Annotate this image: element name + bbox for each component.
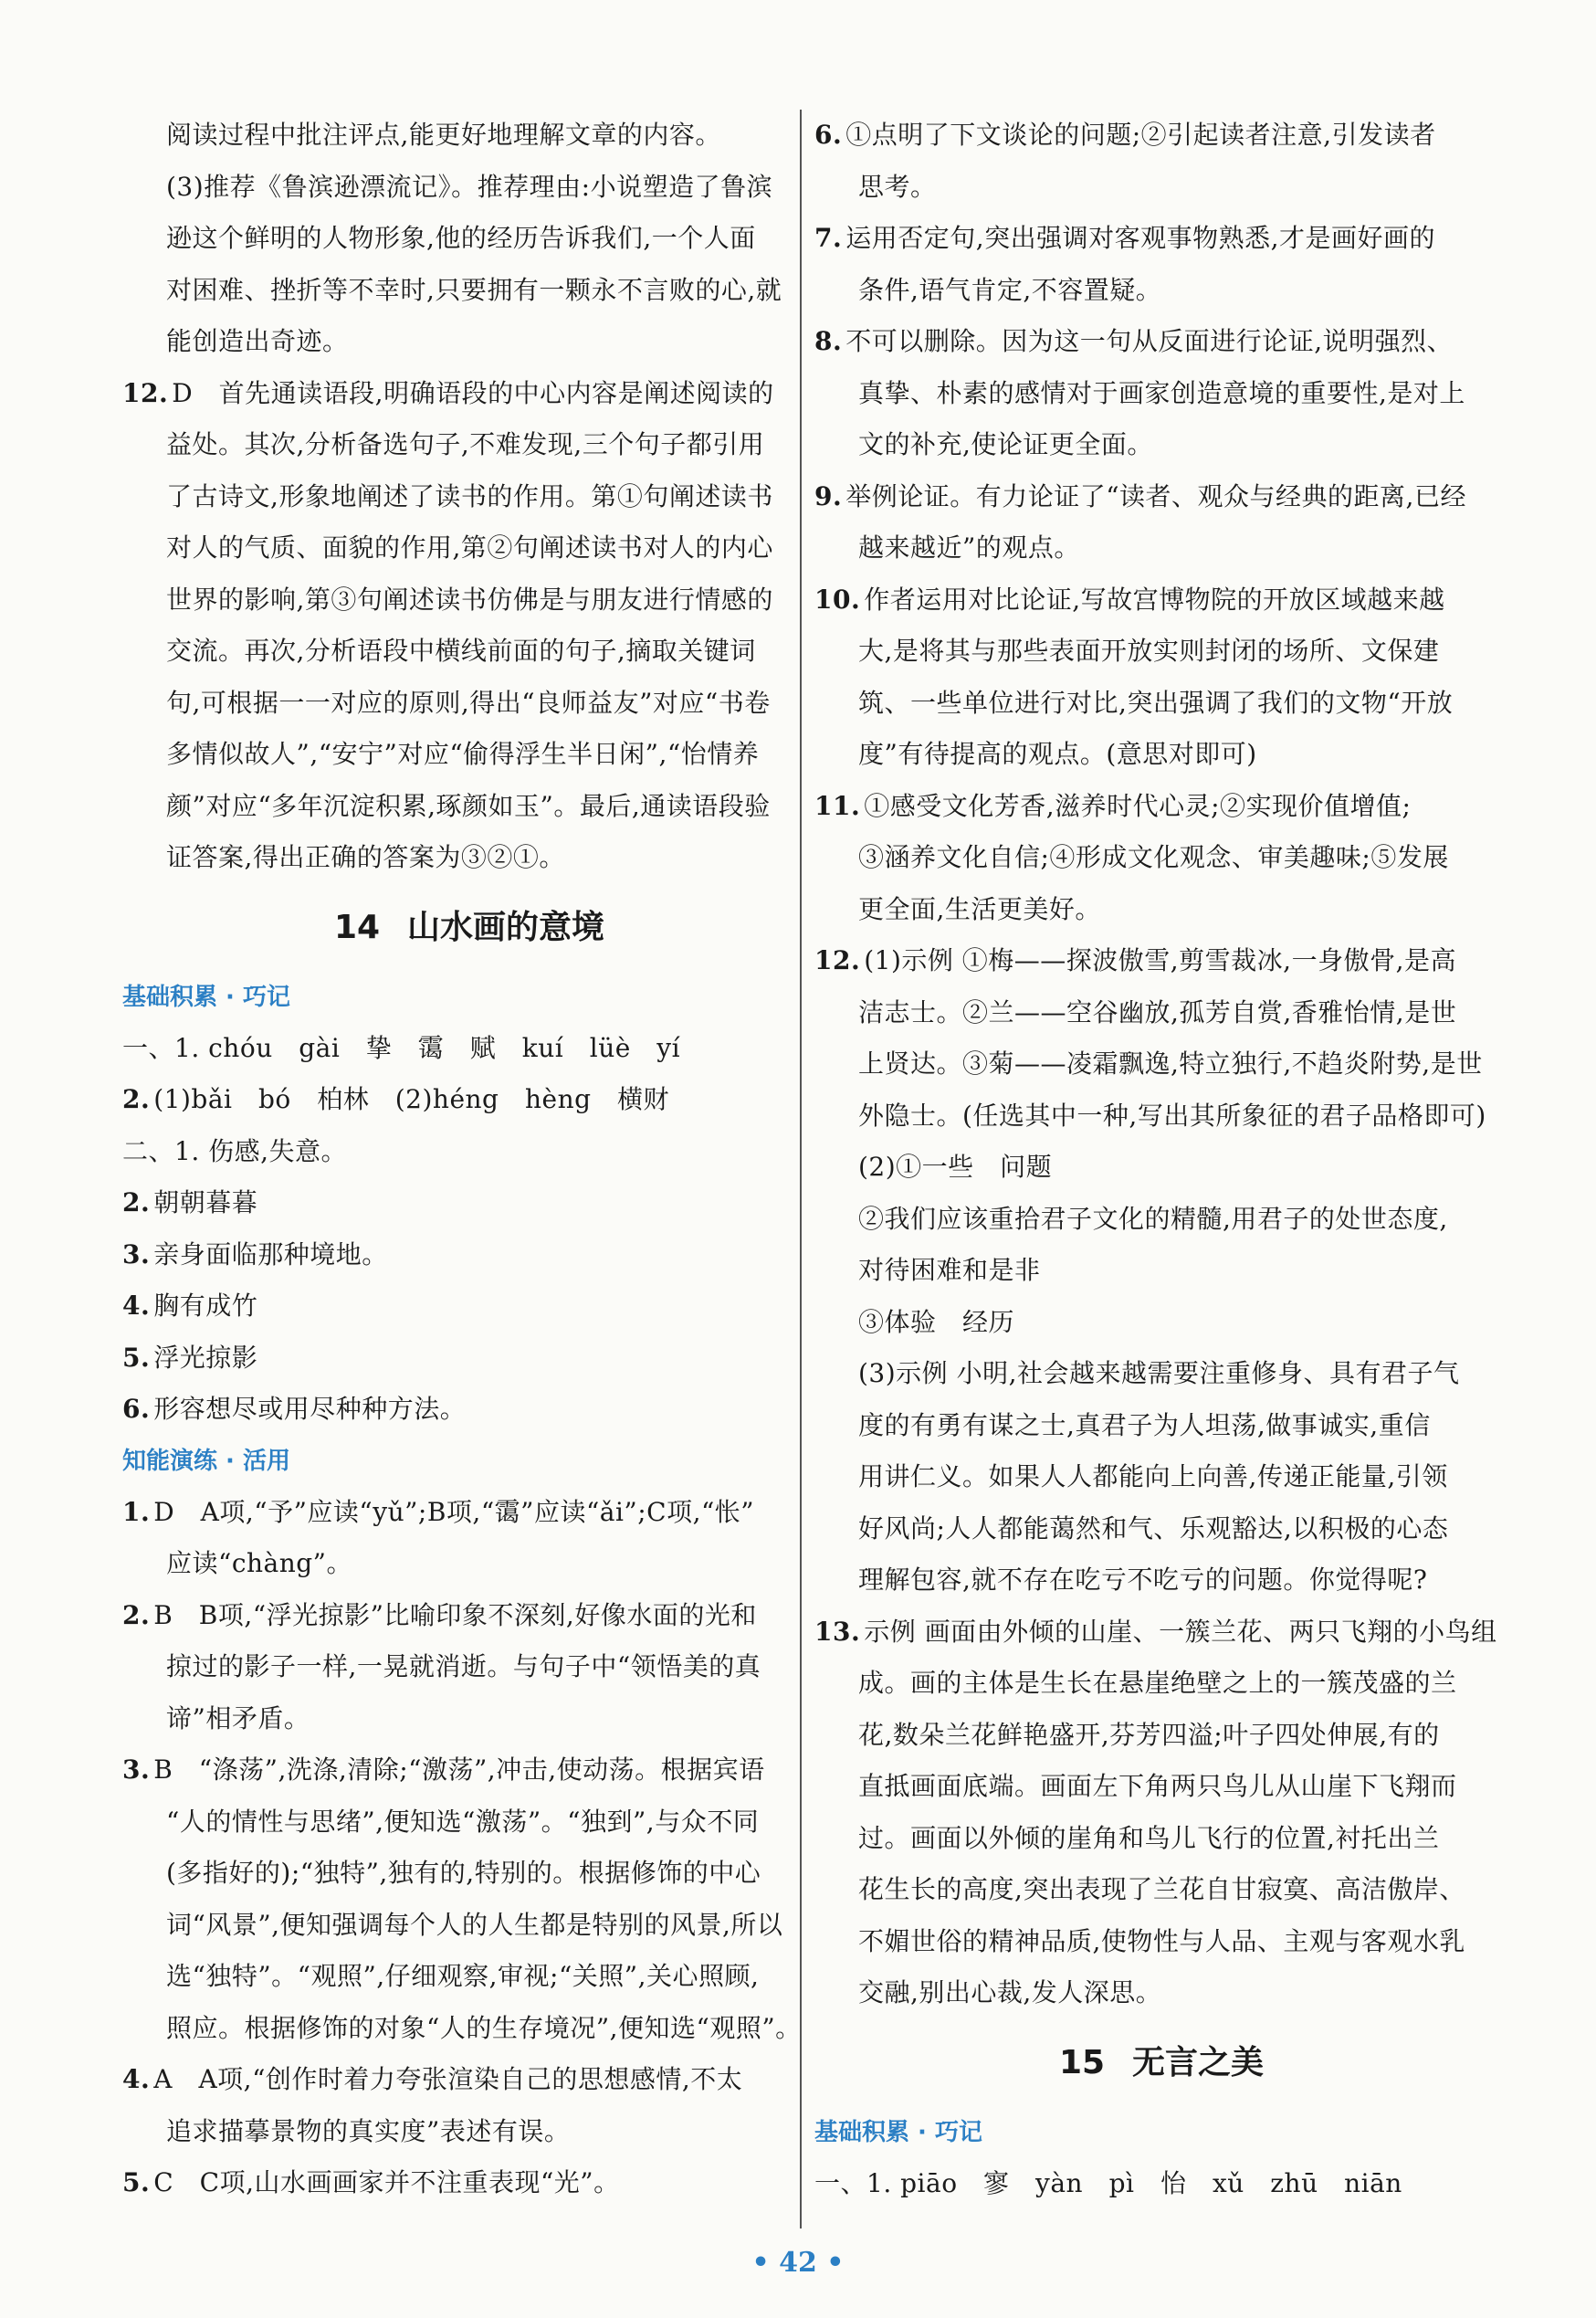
text-line: [814, 2158, 1508, 2210]
line-text: D A项,“予”应读“yǔ”;B项,“霭”应读“ǎi”;C项,“怅”: [153, 1496, 755, 1527]
line-text: 外隐士。(任选其中一种,写出其所象征的君子品格即可): [858, 1100, 1486, 1131]
text-line: [814, 1142, 1508, 1194]
line-text: 胸有成竹: [153, 1291, 258, 1321]
line-text: (3)示例 小明,社会越来越需要注重修身、具有君子气: [858, 1358, 1460, 1388]
item-number: 13.: [814, 1616, 861, 1647]
line-text: 二、1. 伤感,失意。: [122, 1135, 348, 1166]
line-text: 掠过的影子一样,一晃就消逝。与句子中“领悟美的真: [166, 1651, 761, 1681]
line-text: 用讲仁义。如果人人都能向上向善,传递正能量,引领: [858, 1461, 1448, 1491]
text-line: [122, 2157, 816, 2209]
text-line: [122, 1333, 816, 1385]
text-line: [814, 1038, 1508, 1091]
line-text: 筑、一些单位进行对比,突出强调了我们的文物“开放: [858, 687, 1454, 718]
text-line: [122, 1693, 816, 1745]
text-line: [122, 1744, 816, 1796]
text-line: [814, 1451, 1508, 1503]
subsection-label: 知能演练 · 活用: [122, 1447, 290, 1475]
text-line: [814, 110, 1508, 162]
line-text: 条件,语气肯定,不容置疑。: [858, 274, 1162, 305]
item-number: 12.: [122, 377, 169, 408]
line-text: 益处。其次,分析备选句子,不难发现,三个句子都引用: [166, 429, 765, 459]
text-line: [122, 1641, 816, 1693]
line-text: 照应。根据修饰的对象“人的生存境况”,便知选“观照”。: [166, 2012, 802, 2043]
line-text: 对人的气质、面貌的作用,第②句阐述读书对人的内心: [166, 532, 773, 563]
line-text: B B项,“浮光掠影”比喻印象不深刻,好像水面的光和: [153, 1599, 757, 1630]
line-text: 了古诗文,形象地阐述了读书的作用。第①句阐述读书: [166, 480, 773, 511]
line-text: B “涤荡”,洗涤,清除;“激荡”,冲击,使动荡。根据宾语: [153, 1754, 765, 1785]
line-text: 句,可根据一一对应的原则,得出“良师益友”对应“书卷: [166, 687, 771, 718]
text-line: [122, 1023, 816, 1075]
item-number: 2.: [122, 1187, 151, 1217]
text-line: [814, 1761, 1508, 1813]
line-text: 举例论证。有力论证了“读者、观众与经典的距离,已经: [845, 480, 1466, 511]
text-line: [122, 2003, 816, 2055]
line-text: (1)bǎi bó 柏林 (2)héng hèng 横财: [153, 1084, 670, 1114]
text-line: [814, 884, 1508, 936]
text-line: [122, 1229, 816, 1281]
text-line: [814, 729, 1508, 781]
item-number: 3.: [122, 1238, 151, 1270]
text-line: [122, 1951, 816, 2003]
text-line: [122, 368, 816, 420]
text-line: [814, 574, 1508, 627]
line-text: 文的补充,使论证更全面。: [858, 429, 1153, 459]
text-line: [814, 162, 1508, 214]
line-text: 世界的影响,第③句阐述读书仿佛是与朋友进行情感的: [166, 584, 773, 615]
text-line: [122, 832, 816, 884]
line-text: 交融,别出心裁,发人深思。: [858, 1977, 1162, 2007]
heading-title: 山水画的意境: [407, 908, 605, 946]
line-text: 浮光掠影: [153, 1342, 258, 1373]
text-line: [122, 1126, 816, 1178]
line-text: 过。画面以外倾的崖角和鸟儿飞行的位置,衬托出兰: [858, 1822, 1440, 1853]
line-text: 一、1. chóu gài 挚 霭 赋 kuí lüè yí: [122, 1032, 681, 1063]
text-line: [122, 522, 816, 574]
heading-number: 15: [1058, 2043, 1106, 2081]
text-line: [814, 781, 1508, 833]
section-heading: [814, 2019, 1508, 2107]
subsection-label: 基础积累 · 巧记: [122, 983, 290, 1011]
text-line: [122, 729, 816, 781]
line-text: 能创造出奇迹。: [166, 326, 349, 356]
heading-title: 无言之美: [1132, 2043, 1265, 2081]
item-number: 2.: [122, 1084, 151, 1114]
line-text: ③体验 经历: [858, 1306, 1015, 1337]
item-number: 9.: [814, 480, 843, 511]
heading-number: 14: [333, 908, 381, 946]
text-line: [122, 1848, 816, 1900]
text-line: [122, 574, 816, 627]
line-text: 逊这个鲜明的人物形象,他的经历告诉我们,一个人面: [166, 223, 756, 253]
line-text: (3)推荐《鲁滨逊漂流记》。推荐理由:小说塑造了鲁滨: [166, 171, 773, 202]
text-line: [814, 626, 1508, 678]
line-text: ②我们应该重拾君子文化的精髓,用君子的处世态度,: [858, 1203, 1448, 1234]
line-text: 形容想尽或用尽种种方法。: [153, 1394, 467, 1424]
text-line: [814, 1503, 1508, 1555]
text-line: [122, 2054, 816, 2106]
text-line: [122, 1280, 816, 1333]
text-line: [122, 265, 816, 317]
line-text: 洁志士。②兰——空谷幽放,孤芳自赏,香雅怡情,是世: [858, 996, 1457, 1027]
text-line: [122, 2106, 816, 2158]
item-number: 5.: [122, 2167, 151, 2197]
line-text: 示例 画面由外倾的山崖、一簇兰花、两只飞翔的小鸟组: [864, 1616, 1497, 1647]
text-line: [814, 1710, 1508, 1762]
text-line: [814, 1245, 1508, 1297]
line-text: 对待困难和是非: [858, 1255, 1041, 1285]
line-text: 更全面,生活更美好。: [858, 893, 1101, 924]
text-line: [122, 1177, 816, 1229]
text-line: [814, 1554, 1508, 1607]
item-number: 5.: [122, 1342, 151, 1373]
line-text: ①点明了下文谈论的问题;②引起读者注意,引发读者: [845, 120, 1436, 150]
text-line: [122, 1590, 816, 1642]
line-text: C C项,山水画画家并不注重表现“光”。: [153, 2167, 620, 2197]
page-number: • 42 •: [751, 2247, 845, 2279]
right-column: [814, 110, 1508, 2209]
line-text: 度”有待提高的观点。(意思对即可): [858, 739, 1257, 769]
text-line: [814, 1967, 1508, 2019]
item-number: 3.: [122, 1754, 151, 1785]
line-text: A A项,“创作时着力夸张渲染自己的思想感情,不太: [153, 2064, 743, 2094]
line-text: 阅读过程中批注评点,能更好地理解文章的内容。: [166, 120, 721, 150]
line-text: ①感受文化芳香,滋养时代心灵;②实现价值增值;: [864, 790, 1412, 821]
line-text: 好风尚;人人都能蔼然和气、乐观豁达,以积极的心态: [858, 1512, 1449, 1544]
left-column: [122, 110, 816, 2209]
text-line: [122, 1538, 816, 1590]
line-text: 越来越近”的观点。: [858, 532, 1080, 563]
text-line: [814, 522, 1508, 574]
line-text: “人的情性与思绪”,便知选“激荡”。“独到”,与众不同: [166, 1806, 760, 1837]
text-line: [814, 419, 1508, 471]
text-line: [814, 1658, 1508, 1710]
line-text: 花生长的高度,突出表现了兰花自甘寂寞、高洁傲岸、: [858, 1874, 1465, 1904]
line-text: 作者运用对比论证,写故宫博物院的开放区域越来越: [864, 584, 1445, 615]
text-line: [122, 1487, 816, 1539]
line-text: D 首先通读语段,明确语段的中心内容是阐述阅读的: [172, 377, 774, 408]
line-text: 一、1. piāo 寥 yàn pì 怡 xǔ zhū niān: [814, 2167, 1402, 2198]
text-line: [814, 678, 1508, 730]
section-heading: [122, 884, 816, 972]
line-text: 亲身面临那种境地。: [153, 1238, 388, 1270]
text-line: [122, 1384, 816, 1436]
text-line: [814, 987, 1508, 1039]
line-text: 不可以删除。因为这一句从反面进行论证,说明强烈、: [845, 326, 1454, 356]
line-text: 成。画的主体是生长在悬崖绝壁之上的一簇茂盛的兰: [858, 1668, 1457, 1698]
text-line: [122, 471, 816, 523]
text-line: [814, 1194, 1508, 1246]
text-line: [814, 832, 1508, 884]
text-line: [122, 1074, 816, 1126]
line-text: 多情似故人”,“安宁”对应“偷得浮生半日闲”,“怡情养: [166, 739, 760, 769]
line-text: (2)①一些 问题: [858, 1152, 1053, 1182]
text-line: [814, 1400, 1508, 1452]
line-text: 应读“chàng”。: [166, 1548, 352, 1578]
line-text: 运用否定句,突出强调对客观事物熟悉,才是画好画的: [845, 223, 1436, 253]
text-line: [814, 1864, 1508, 1916]
text-line: [122, 419, 816, 471]
line-text: (1)示例 ①梅——探波傲雪,剪雪裁冰,一身傲骨,是高: [864, 945, 1456, 975]
line-text: 上贤达。③菊——凌霜飘逸,特立独行,不趋炎附势,是世: [858, 1048, 1483, 1079]
line-text: 选“独特”。“观照”,仔细观察,审视;“关照”,关心照顾,: [166, 1961, 760, 1991]
text-line: [814, 1348, 1508, 1400]
line-text: (多指好的);“独特”,独有的,特别的。根据修饰的中心: [166, 1858, 761, 1888]
line-text: 交流。再次,分析语段中横线前面的句子,摘取关键词: [166, 636, 756, 666]
item-number: 8.: [814, 326, 843, 356]
line-text: 对困难、挫折等不幸时,只要拥有一颗永不言败的心,就: [166, 274, 782, 305]
text-line: [814, 1091, 1508, 1143]
text-line: [122, 1900, 816, 1952]
line-text: 直抵画面底端。画面左下角两只鸟儿从山崖下飞翔而: [858, 1771, 1457, 1801]
item-number: 11.: [814, 790, 861, 821]
item-number: 10.: [814, 584, 861, 615]
line-text: 谛”相矛盾。: [166, 1702, 310, 1733]
text-line: [814, 1813, 1508, 1865]
text-line: [814, 213, 1508, 265]
text-line: [122, 678, 816, 730]
line-text: 颜”对应“多年沉淀积累,琢颜如玉”。最后,通读语段验: [166, 790, 771, 821]
line-text: 真挚、朴素的感情对于画家创造意境的重要性,是对上: [858, 377, 1465, 408]
text-line: [122, 213, 816, 265]
text-line: [122, 781, 816, 833]
line-text: 词“风景”,便知强调每个人的人生都是特别的风景,所以: [166, 1909, 783, 1940]
text-line: [814, 471, 1508, 523]
item-number: 6.: [122, 1394, 151, 1424]
text-line: [814, 265, 1508, 317]
item-number: 2.: [122, 1599, 151, 1630]
line-text: 不媚世俗的精神品质,使物性与人品、主观与客观水乳: [858, 1925, 1465, 1956]
text-line: [814, 1297, 1508, 1349]
line-text: 大,是将其与那些表面开放实则封闭的场所、文保建: [858, 636, 1440, 666]
text-line: [814, 1607, 1508, 1659]
text-line: [122, 316, 816, 368]
item-number: 12.: [814, 945, 861, 975]
item-number: 6.: [814, 120, 843, 150]
item-number: 4.: [122, 1291, 151, 1321]
line-text: ③涵养文化自信;④形成文化观念、审美趣味;⑤发展: [858, 842, 1449, 872]
line-text: 思考。: [858, 171, 937, 202]
item-number: 4.: [122, 2064, 151, 2094]
text-line: [122, 110, 816, 162]
line-text: 证答案,得出正确的答案为③②①。: [166, 842, 565, 872]
text-line: [122, 1796, 816, 1849]
text-line: [814, 316, 1508, 368]
item-number: 1.: [122, 1496, 151, 1527]
line-text: 度的有勇有谋之士,真君子为人坦荡,做事诚实,重信: [858, 1409, 1431, 1440]
line-text: 追求描摹景物的真实度”表述有误。: [166, 2115, 571, 2146]
text-line: [122, 626, 816, 678]
subsection-label: 基础积累 · 巧记: [814, 2118, 982, 2146]
text-line: [814, 368, 1508, 420]
line-text: 朝朝暮暮: [153, 1187, 258, 1217]
line-text: 理解包容,就不存在吃亏不吃亏的问题。你觉得呢?: [858, 1565, 1428, 1595]
line-text: 花,数朵兰花鲜艳盛开,芬芳四溢;叶子四处伸展,有的: [858, 1719, 1440, 1750]
text-line: [814, 935, 1508, 987]
text-line: [122, 162, 816, 214]
item-number: 7.: [814, 223, 843, 253]
text-line: [814, 1916, 1508, 1968]
